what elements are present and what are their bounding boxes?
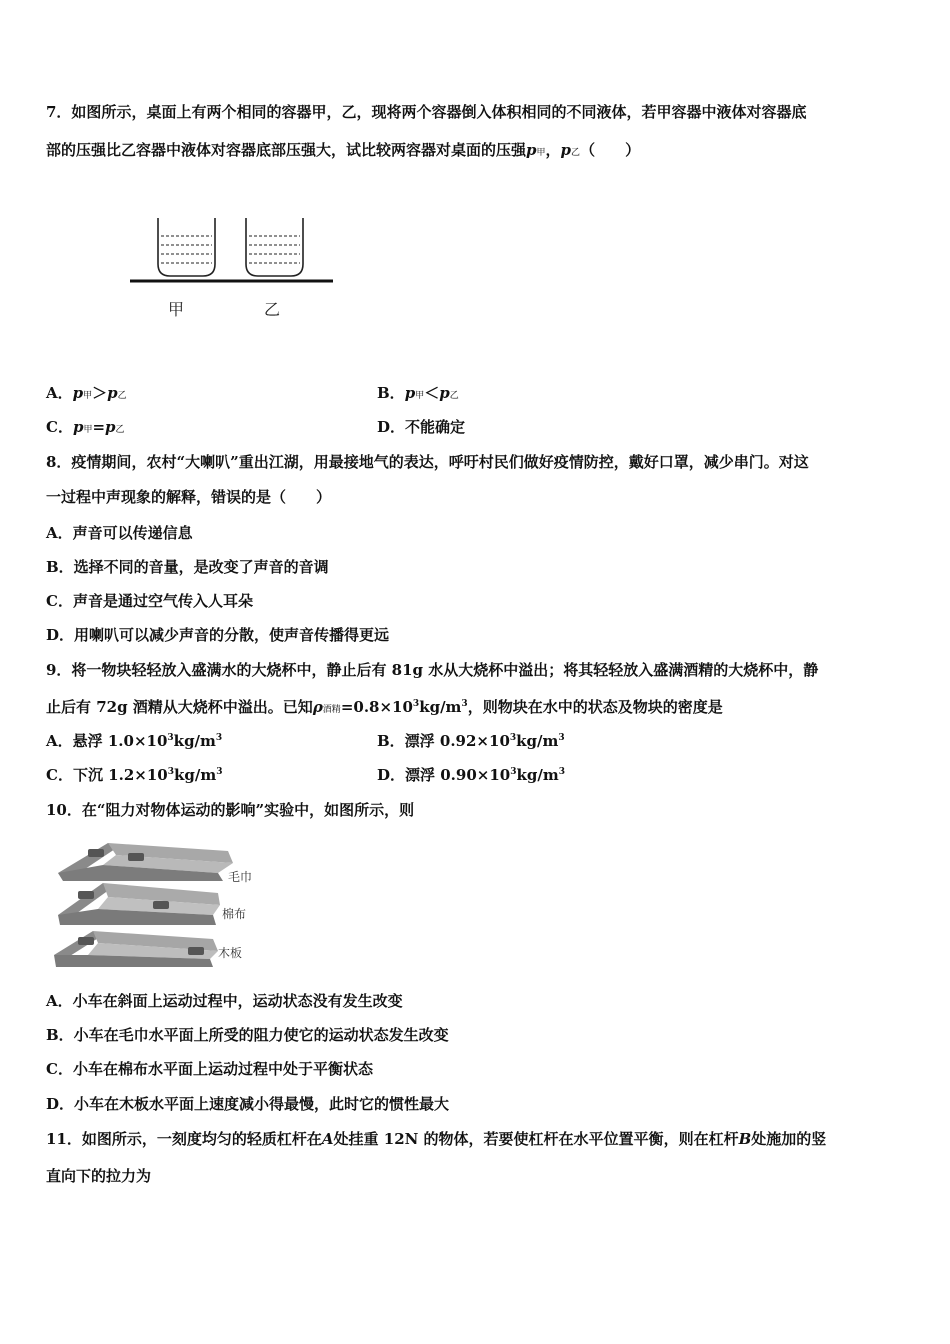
container-yi: [246, 218, 303, 276]
q7-stem-text: 部的压强比乙容器中液体对容器底部压强大，试比较两容器对桌面的压强: [46, 141, 527, 159]
q7-separator: ，: [545, 141, 561, 159]
q9-exponent: 3: [167, 733, 174, 743]
q9-option-c-text: C．下沉 1.2×10: [46, 766, 168, 784]
label-yi: 乙: [264, 300, 281, 319]
q7-option-c-prefix: C．: [46, 418, 73, 436]
q9-rho-symbol: ρ: [312, 698, 323, 716]
q9-exponent: 3: [167, 767, 174, 777]
q9-density-value: =0.8×10: [340, 698, 413, 716]
q9-option-d: [377, 765, 565, 785]
q7-sub-jia: 甲: [83, 391, 93, 401]
q11-stem-line2: 直向下的拉力为: [46, 1167, 152, 1185]
q9-option-a: [46, 731, 222, 751]
q9-exponent: 3: [412, 699, 420, 709]
q7-option-d: D．不能确定: [377, 418, 466, 436]
q9-rho-subscript: 酒精: [322, 705, 341, 715]
q7-p-symbol: p: [105, 418, 116, 436]
label-jia: 甲: [168, 300, 185, 319]
q7-option-b-operator: ＜: [424, 384, 440, 402]
ramp-board: [54, 931, 218, 967]
q9-stem-tail: ，则物块在水中的状态及物块的密度是: [467, 698, 723, 716]
q8-option-c: C．声音是通过空气传入人耳朵: [46, 592, 253, 610]
q7-p-symbol: p: [439, 384, 450, 402]
q10-option-b: B．小车在毛巾水平面上所受的阻力使它的运动状态发生改变: [46, 1026, 449, 1044]
q9-exponent: 3: [509, 733, 517, 743]
q7-option-c: [46, 417, 125, 440]
q9-unit: kg/m: [419, 698, 462, 716]
container-jia: [158, 218, 215, 276]
q7-answer-blank: （ ）: [580, 141, 641, 159]
q7-stem-line2: [46, 140, 640, 163]
label-board: 木板: [218, 946, 243, 960]
q10-option-a: A．小车在斜面上运动过程中，运动状态没有发生改变: [46, 992, 403, 1010]
ramp-cotton: [58, 883, 220, 925]
q7-sub-yi: 乙: [117, 391, 127, 401]
q10-option-c: C．小车在棉布水平面上运动过程中处于平衡状态: [46, 1060, 373, 1078]
q8-stem-line1: 8．疫情期间，农村“大喇叭”重出江湖，用最接地气的表达，呼吁村民们做好疫情防控，戴好口罩，减少串门。对这: [46, 453, 809, 471]
q8-option-a: A．声音可以传递信息: [46, 524, 193, 542]
q9-unit: kg/m: [173, 766, 217, 784]
q9-unit: kg/m: [173, 732, 216, 750]
q9-exponent: 3: [510, 767, 517, 777]
q10-option-d: D．小车在木板水平面上速度减小得最慢，此时它的惯性最大: [46, 1095, 450, 1113]
q11-stem-line1: [46, 1129, 826, 1149]
q8-stem-line2: 一过程中声现象的解释，错误的是（ ）: [46, 488, 332, 506]
q9-unit: kg/m: [516, 732, 559, 750]
q7-option-a-operator: ＞: [92, 384, 108, 402]
q7-p-symbol: p: [72, 418, 84, 436]
q8-option-d: D．用喇叭可以减少声音的分散，使声音传播得更远: [46, 626, 390, 644]
label-towel: 毛巾: [228, 870, 253, 884]
q7-sub-jia: 甲: [415, 391, 425, 401]
q9-exponent: 3: [461, 699, 468, 709]
q11-stem-text: 11．如图所示，一刻度均匀的轻质杠杆在: [46, 1130, 322, 1148]
q7-p-symbol: p: [560, 141, 572, 159]
q7-stem-line1: 7．如图所示，桌面上有两个相同的容器甲，乙，现将两个容器倒入体积相同的不同液体，若甲容器中液体对容器底: [46, 103, 807, 121]
q7-containers-figure: [125, 212, 340, 292]
q9-exponent: 3: [216, 767, 223, 777]
q7-option-c-operator: =: [92, 418, 106, 436]
q9-stem-line1: 9．将一物块轻轻放入盛满水的大烧杯中，静止后有 81g 水从大烧杯中溢出；将其轻轻放入盛满酒精的大烧杯中，静: [46, 661, 819, 679]
q8-option-b: B．选择不同的音量，是改变了声音的音调: [46, 558, 329, 576]
q7-p-symbol: p: [72, 384, 84, 402]
q9-option-d-text: D．漂浮 0.90×10: [377, 766, 511, 784]
q9-option-b: [377, 731, 565, 751]
ramp-towel: [58, 843, 233, 881]
q9-option-c: [46, 765, 222, 785]
q7-option-b: [377, 383, 459, 406]
label-cotton: 棉布: [222, 907, 247, 921]
q7-sub-yi: 乙: [115, 425, 125, 435]
q9-stem-text: 止后有 72g 酒精从大烧杯中溢出。已知: [46, 698, 313, 716]
q7-p-symbol: p: [526, 141, 537, 159]
q9-exponent: 3: [215, 733, 223, 743]
q7-option-a: [46, 383, 127, 406]
q9-option-b-text: B．漂浮 0.92×10: [377, 732, 510, 750]
q9-option-a-text: A．悬浮 1.0×10: [46, 732, 168, 750]
q7-sub-yi: 乙: [571, 148, 581, 158]
q7-sub-jia: 甲: [536, 148, 546, 158]
q11-point-a: A: [321, 1130, 334, 1148]
q11-stem-text-end: 处施加的竖: [751, 1130, 827, 1148]
q9-exponent: 3: [558, 733, 565, 743]
q7-sub-jia: 甲: [83, 425, 93, 435]
q10-stem-line1: 10．在“阻力对物体运动的影响”实验中，如图所示，则: [46, 801, 415, 819]
q11-stem-text-mid: 处挂重 12N 的物体，若要使杠杆在水平位置平衡，则在杠杆: [333, 1130, 739, 1148]
q7-option-a-prefix: A．: [46, 384, 73, 402]
q7-sub-yi: 乙: [449, 391, 459, 401]
q11-point-b: B: [738, 1130, 752, 1148]
q9-stem-line2: [46, 697, 723, 720]
q7-option-b-prefix: B．: [377, 384, 405, 402]
q7-p-symbol: p: [404, 384, 416, 402]
q7-p-symbol: p: [107, 384, 118, 402]
q9-unit: kg/m: [516, 766, 559, 784]
q9-exponent: 3: [558, 767, 565, 777]
